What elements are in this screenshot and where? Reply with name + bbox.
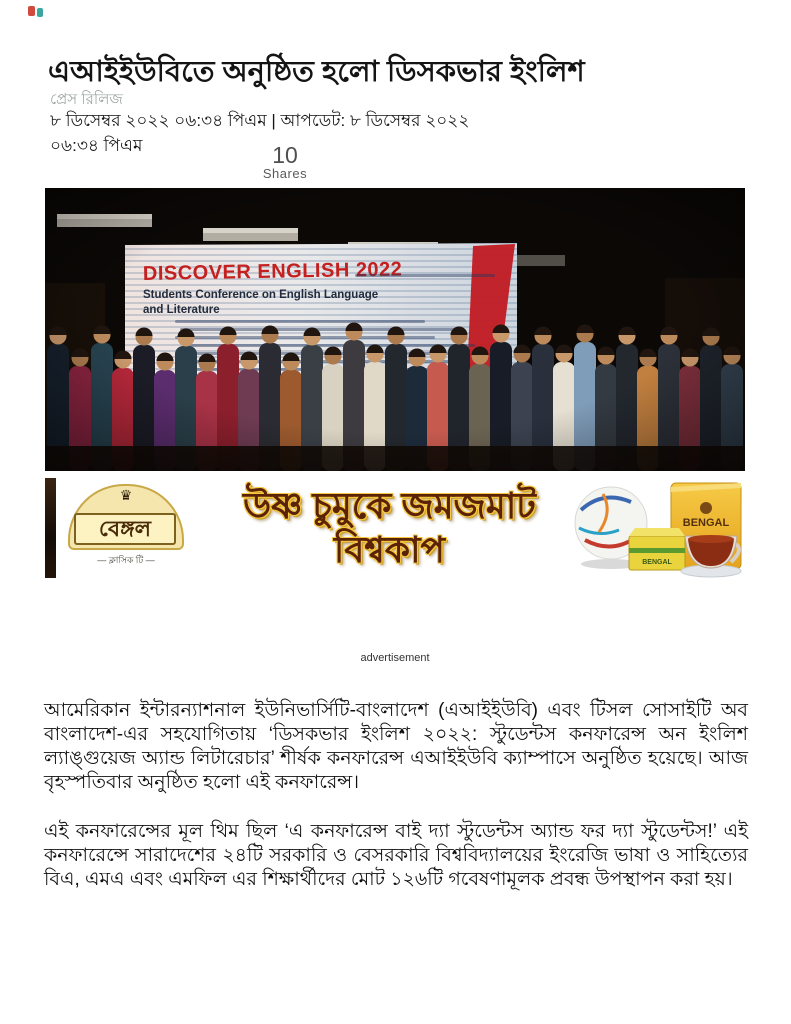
ad-products-illustration	[573, 478, 745, 578]
crown-crest-icon: ♛	[119, 487, 133, 503]
bengal-tagline: — ক্লাসিক টি —	[97, 555, 155, 565]
publish-date-line1: ৮ ডিসেম্বর ২০২২ ০৬:৩৪ পিএম | আপডেট: ৮ ডিসেম্বর ২০২২	[50, 111, 470, 130]
article-photo	[45, 188, 745, 471]
conference-photo-svg	[45, 188, 745, 471]
tea-cup-icon	[681, 535, 741, 577]
bengal-tea-logo	[63, 484, 189, 576]
tea-box	[629, 528, 685, 570]
byline: প্রেস রিলিজ	[50, 91, 123, 108]
tea-packet-label: BENGAL	[682, 517, 730, 529]
share-count: 10	[272, 142, 298, 168]
broken-image-icon	[28, 6, 44, 18]
body-paragraph-2: এই কনফারেন্সের মূল থিম ছিল ‘এ কনফারেন্স বাই দ্যা স্টুডেন্টস অ্যান্ড ফর দ্যা স্টুডেন্টস!’ এই কনফারেন্সে সারাদেশের ২৪টি সরকারি ও বেসরকারি বিশ্ববিদ্যালয়ের ইংরেজি ভাষা ও সাহিত্যের বিএ, এমএ এবং এমফিল এর শিক্ষার্থীদের মোট ১২৬টি গবেষণামূলক প্রবন্ধ উপস্থাপন করা হয়।	[44, 821, 748, 890]
share-counter	[225, 143, 345, 181]
ad-banner[interactable]	[45, 478, 745, 578]
advertisement-marker: advertisement	[360, 652, 430, 664]
ad-left-strip	[45, 478, 56, 578]
body-paragraph-1: আমেরিকান ইন্টারন্যাশনাল ইউনিভার্সিটি-বাংলাদেশ (এআইইউবি) এবং টিসল সোসাইটি অব বাংলাদেশ-এর সহযোগিতায় ‘ডিসকভার ইংলিশ ২০২২: স্টুডেন্টস কনফারেন্স অন ইংলিশ ল্যাঙ্গুয়েজ অ্যান্ড লিটারেচার’ শীর্ষক কনফারেন্স এআইইউবি ক্যাম্পাসে অনুষ্ঠিত হয়েছে। আজ বৃহস্পতিবার অনুষ্ঠিত হলো এই কনফারেন্স।	[44, 700, 748, 793]
share-label: Shares	[262, 166, 308, 181]
broken-image-icon-left	[28, 6, 35, 16]
ad-headline: উষ্ণ চুমুকে জমজমাট বিশ্বকাপ	[243, 485, 536, 570]
tea-box-label: BENGAL	[642, 559, 672, 566]
photo-vignette	[45, 188, 745, 471]
publish-date-line2: ০৬:৩৪ পিএম	[50, 136, 143, 155]
bengal-logo-dome	[68, 484, 184, 550]
page-title: এআইইউবিতে অনুষ্ঠিত হলো ডিসকভার ইংলিশ	[48, 56, 585, 89]
broken-image-icon-right	[37, 8, 43, 17]
bengal-brand-name: বেঙ্গল	[74, 513, 176, 545]
